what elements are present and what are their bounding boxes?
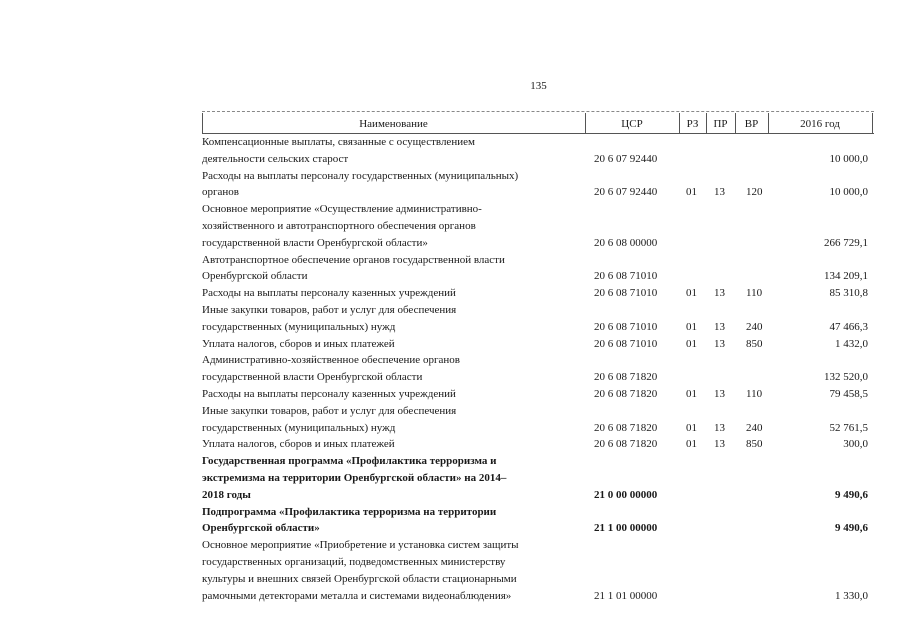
header-name: Наименование	[359, 118, 428, 130]
row-name	[202, 285, 582, 302]
row-name	[202, 537, 582, 604]
row-vr: 850	[746, 337, 763, 350]
row-amount: 10 000,0	[829, 186, 868, 199]
table-body	[202, 134, 874, 604]
header-pr: ПР	[713, 118, 728, 130]
row-csr: 20 6 08 71820	[594, 371, 658, 384]
row-amount: 9 490,6	[835, 488, 868, 501]
row-csr: 20 6 08 71820	[594, 387, 658, 400]
row-name-line: Расходы на выплаты персоналу государственных (муниципальных)	[202, 169, 519, 182]
column-divider	[872, 113, 873, 133]
row-name-line: государственной власти Оренбургской области	[202, 371, 423, 384]
row-name	[202, 453, 582, 503]
row-name	[202, 386, 582, 403]
row-pr: 13	[714, 320, 725, 333]
row-name-line: Уплата налогов, сборов и иных платежей	[202, 337, 395, 350]
row-name-line: хозяйственного и автотранспортного обеспечения органов	[202, 219, 476, 232]
budget-table	[202, 111, 874, 604]
row-name-line: Компенсационные выплаты, связанные с осуществлением	[202, 136, 475, 148]
row-name-line: Иные закупки товаров, работ и услуг для обеспечения	[202, 404, 457, 417]
row-name-line: Основное мероприятие «Приобретение и установка систем защиты	[202, 539, 519, 552]
table-header	[202, 111, 874, 134]
table-row	[202, 436, 874, 453]
table-row	[202, 168, 874, 202]
row-name-line: государственных организаций, подведомственных министерству	[202, 555, 506, 568]
row-name	[202, 134, 582, 168]
row-name-line: Расходы на выплаты персоналу казенных учреждений	[202, 287, 456, 300]
row-vr: 120	[746, 186, 763, 199]
table-row	[202, 504, 874, 538]
row-pr: 13	[714, 421, 725, 434]
row-amount: 47 466,3	[829, 320, 868, 333]
row-amount: 300,0	[843, 438, 868, 451]
header-csr: ЦСР	[621, 118, 643, 130]
row-rz: 01	[686, 186, 697, 199]
row-name-line: культуры и внешних связей Оренбургской области стационарными	[202, 572, 517, 585]
row-name	[202, 302, 582, 336]
row-name	[202, 252, 582, 286]
row-pr: 13	[714, 287, 725, 300]
row-name-line: Государственная программа «Профилактика терроризма и	[202, 455, 497, 468]
row-name-line: экстремизма на территории Оренбургской области» на 2014–	[202, 471, 507, 484]
row-amount: 9 490,6	[835, 522, 868, 535]
row-pr: 13	[714, 186, 725, 199]
row-rz: 01	[686, 337, 697, 350]
header-vr: ВР	[744, 118, 759, 130]
table-row	[202, 453, 874, 503]
table-row	[202, 252, 874, 286]
row-csr: 20 6 07 92440	[594, 186, 658, 199]
row-csr: 21 0 00 00000	[594, 488, 658, 501]
row-amount: 134 209,1	[824, 270, 868, 283]
page-number: 135	[530, 80, 547, 92]
table-row	[202, 352, 874, 386]
table-row	[202, 134, 874, 168]
table-row	[202, 285, 874, 302]
row-amount: 79 458,5	[829, 387, 868, 400]
row-csr: 20 6 08 71010	[594, 320, 658, 333]
row-name-line: государственной власти Оренбургской области»	[202, 236, 428, 249]
row-amount: 1 330,0	[835, 589, 868, 602]
table-row	[202, 336, 874, 353]
row-name-line: Оренбургской области»	[202, 522, 320, 535]
row-name-line: Автотранспортное обеспечение органов государственной власти	[202, 253, 505, 266]
header-amount: 2016 год	[800, 118, 840, 130]
row-rz: 01	[686, 387, 697, 400]
header-rz: РЗ	[686, 118, 699, 130]
row-amount: 1 432,0	[835, 337, 868, 350]
row-vr: 240	[746, 421, 763, 434]
row-name-line: 2018 годы	[202, 488, 251, 501]
row-rz: 01	[686, 438, 697, 451]
row-name	[202, 201, 582, 251]
row-amount: 266 729,1	[824, 236, 868, 249]
row-csr: 20 6 08 71820	[594, 438, 658, 451]
row-name-line: Иные закупки товаров, работ и услуг для обеспечения	[202, 303, 457, 316]
row-name-line: Основное мероприятие «Осуществление административно-	[202, 203, 482, 216]
row-amount: 85 310,8	[829, 287, 868, 300]
row-name-line: Расходы на выплаты персоналу казенных учреждений	[202, 387, 456, 400]
row-name-line: государственных (муниципальных) нужд	[202, 320, 396, 333]
row-name-line: деятельности сельских старост	[202, 152, 349, 165]
row-pr: 13	[714, 387, 725, 400]
row-vr: 110	[746, 287, 763, 300]
row-csr: 21 1 01 00000	[594, 589, 658, 602]
header-top-border	[202, 111, 874, 112]
row-csr: 21 1 00 00000	[594, 522, 658, 535]
row-name-line: государственных (муниципальных) нужд	[202, 421, 396, 434]
row-name-line: рамочными детекторами металла и системами видеонаблюдения»	[202, 589, 512, 602]
table-row	[202, 537, 874, 604]
row-name	[202, 436, 582, 453]
row-name	[202, 403, 582, 437]
row-rz: 01	[686, 421, 697, 434]
row-csr: 20 6 08 71820	[594, 421, 658, 434]
row-csr: 20 6 08 00000	[594, 236, 658, 249]
row-name	[202, 168, 582, 202]
row-name-line: Подпрограмма «Профилактика терроризма на территории	[202, 505, 497, 518]
row-csr: 20 6 07 92440	[594, 152, 658, 165]
table-row	[202, 302, 874, 336]
table-row	[202, 403, 874, 437]
row-name	[202, 336, 582, 353]
table-row	[202, 386, 874, 403]
row-amount: 132 520,0	[824, 371, 868, 384]
table-row	[202, 201, 874, 251]
row-vr: 240	[746, 320, 763, 333]
row-csr: 20 6 08 71010	[594, 270, 658, 283]
row-amount: 52 761,5	[829, 421, 868, 434]
row-pr: 13	[714, 438, 725, 451]
row-rz: 01	[686, 287, 697, 300]
row-name-line: Административно-хозяйственное обеспечение органов	[202, 354, 460, 367]
row-name	[202, 352, 582, 386]
row-csr: 20 6 08 71010	[594, 287, 658, 300]
row-name-line: Оренбургской области	[202, 270, 308, 283]
row-pr: 13	[714, 337, 725, 350]
row-amount: 10 000,0	[829, 152, 868, 165]
row-name-line: Уплата налогов, сборов и иных платежей	[202, 438, 395, 451]
row-name-line: органов	[202, 186, 239, 199]
row-name	[202, 504, 582, 538]
row-vr: 850	[746, 438, 763, 451]
row-rz: 01	[686, 320, 697, 333]
row-csr: 20 6 08 71010	[594, 337, 658, 350]
row-vr: 110	[746, 387, 763, 400]
